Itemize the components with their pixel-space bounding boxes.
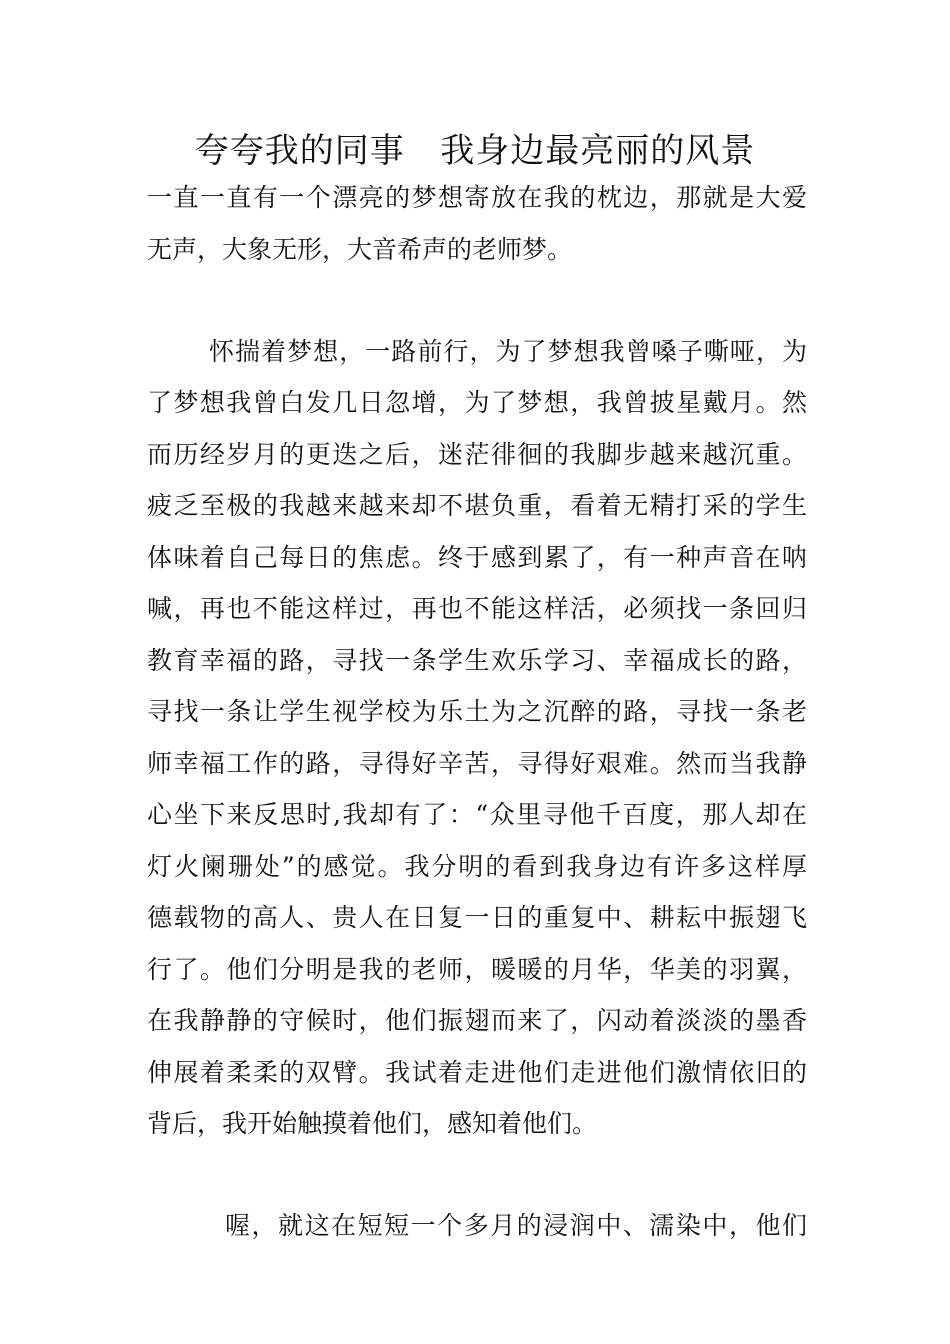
paragraph-2-line-5: 体味着自己每日的焦虑。终于感到累了，有一种声音在呐	[147, 543, 807, 572]
paragraph-1-line-1: 一直一直有一个漂亮的梦想寄放在我的枕边，那就是大爱	[147, 183, 807, 212]
paragraph-2-line-6: 喊，再也不能这样过，再也不能这样活，必须找一条回归	[147, 594, 807, 623]
paragraph-2-line-4: 疲乏至极的我越来越来却不堪负重，看着无精打采的学生	[147, 491, 807, 520]
paragraph-2-line-16: 背后，我开始触摸着他们，感知着他们。	[147, 1109, 598, 1138]
paragraph-2-line-12: 德载物的高人、贵人在日复一日的重复中、耕耘中振翅飞	[147, 903, 807, 932]
paragraph-2-line-13: 行了。他们分明是我的老师，暖暖的月华，华美的羽翼，	[147, 955, 807, 984]
paragraph-1-line-2: 无声，大象无形，大音希声的老师梦。	[147, 235, 573, 264]
document-title: 夸夸我的同事 我身边最亮丽的风景	[194, 131, 756, 171]
paragraph-2-line-11: 灯火阑珊处”的感觉。我分明的看到我身边有许多这样厚	[147, 852, 807, 881]
paragraph-2-line-15: 伸展着柔柔的双臂。我试着走进他们走进他们激情依旧的	[147, 1058, 807, 1087]
paragraph-2-line-10: 心坐下来反思时,我却有了：“众里寻他千百度，那人却在	[147, 800, 807, 829]
paragraph-2-line-9: 师幸福工作的路，寻得好辛苦，寻得好艰难。然而当我静	[147, 749, 807, 778]
paragraph-2-line-1: 怀揣着梦想，一路前行，为了梦想我曾嗓子嘶哑，为	[209, 337, 807, 366]
paragraph-2-line-14: 在我静静的守候时，他们振翅而来了，闪动着淡淡的墨香	[147, 1006, 807, 1035]
paragraph-2-line-8: 寻找一条让学生视学校为乐土为之沉醉的路，寻找一条老	[147, 697, 807, 726]
paragraph-2-line-2: 了梦想我曾白发几日忽增，为了梦想，我曾披星戴月。然	[147, 388, 807, 417]
paragraph-3-line-1: 喔，就这在短短一个多月的浸润中、濡染中，他们	[225, 1211, 807, 1240]
paragraph-2-line-7: 教育幸福的路，寻找一条学生欢乐学习、幸福成长的路，	[147, 646, 807, 675]
paragraph-2-line-3: 而历经岁月的更迭之后，迷茫徘徊的我脚步越来越沉重。	[147, 440, 807, 469]
